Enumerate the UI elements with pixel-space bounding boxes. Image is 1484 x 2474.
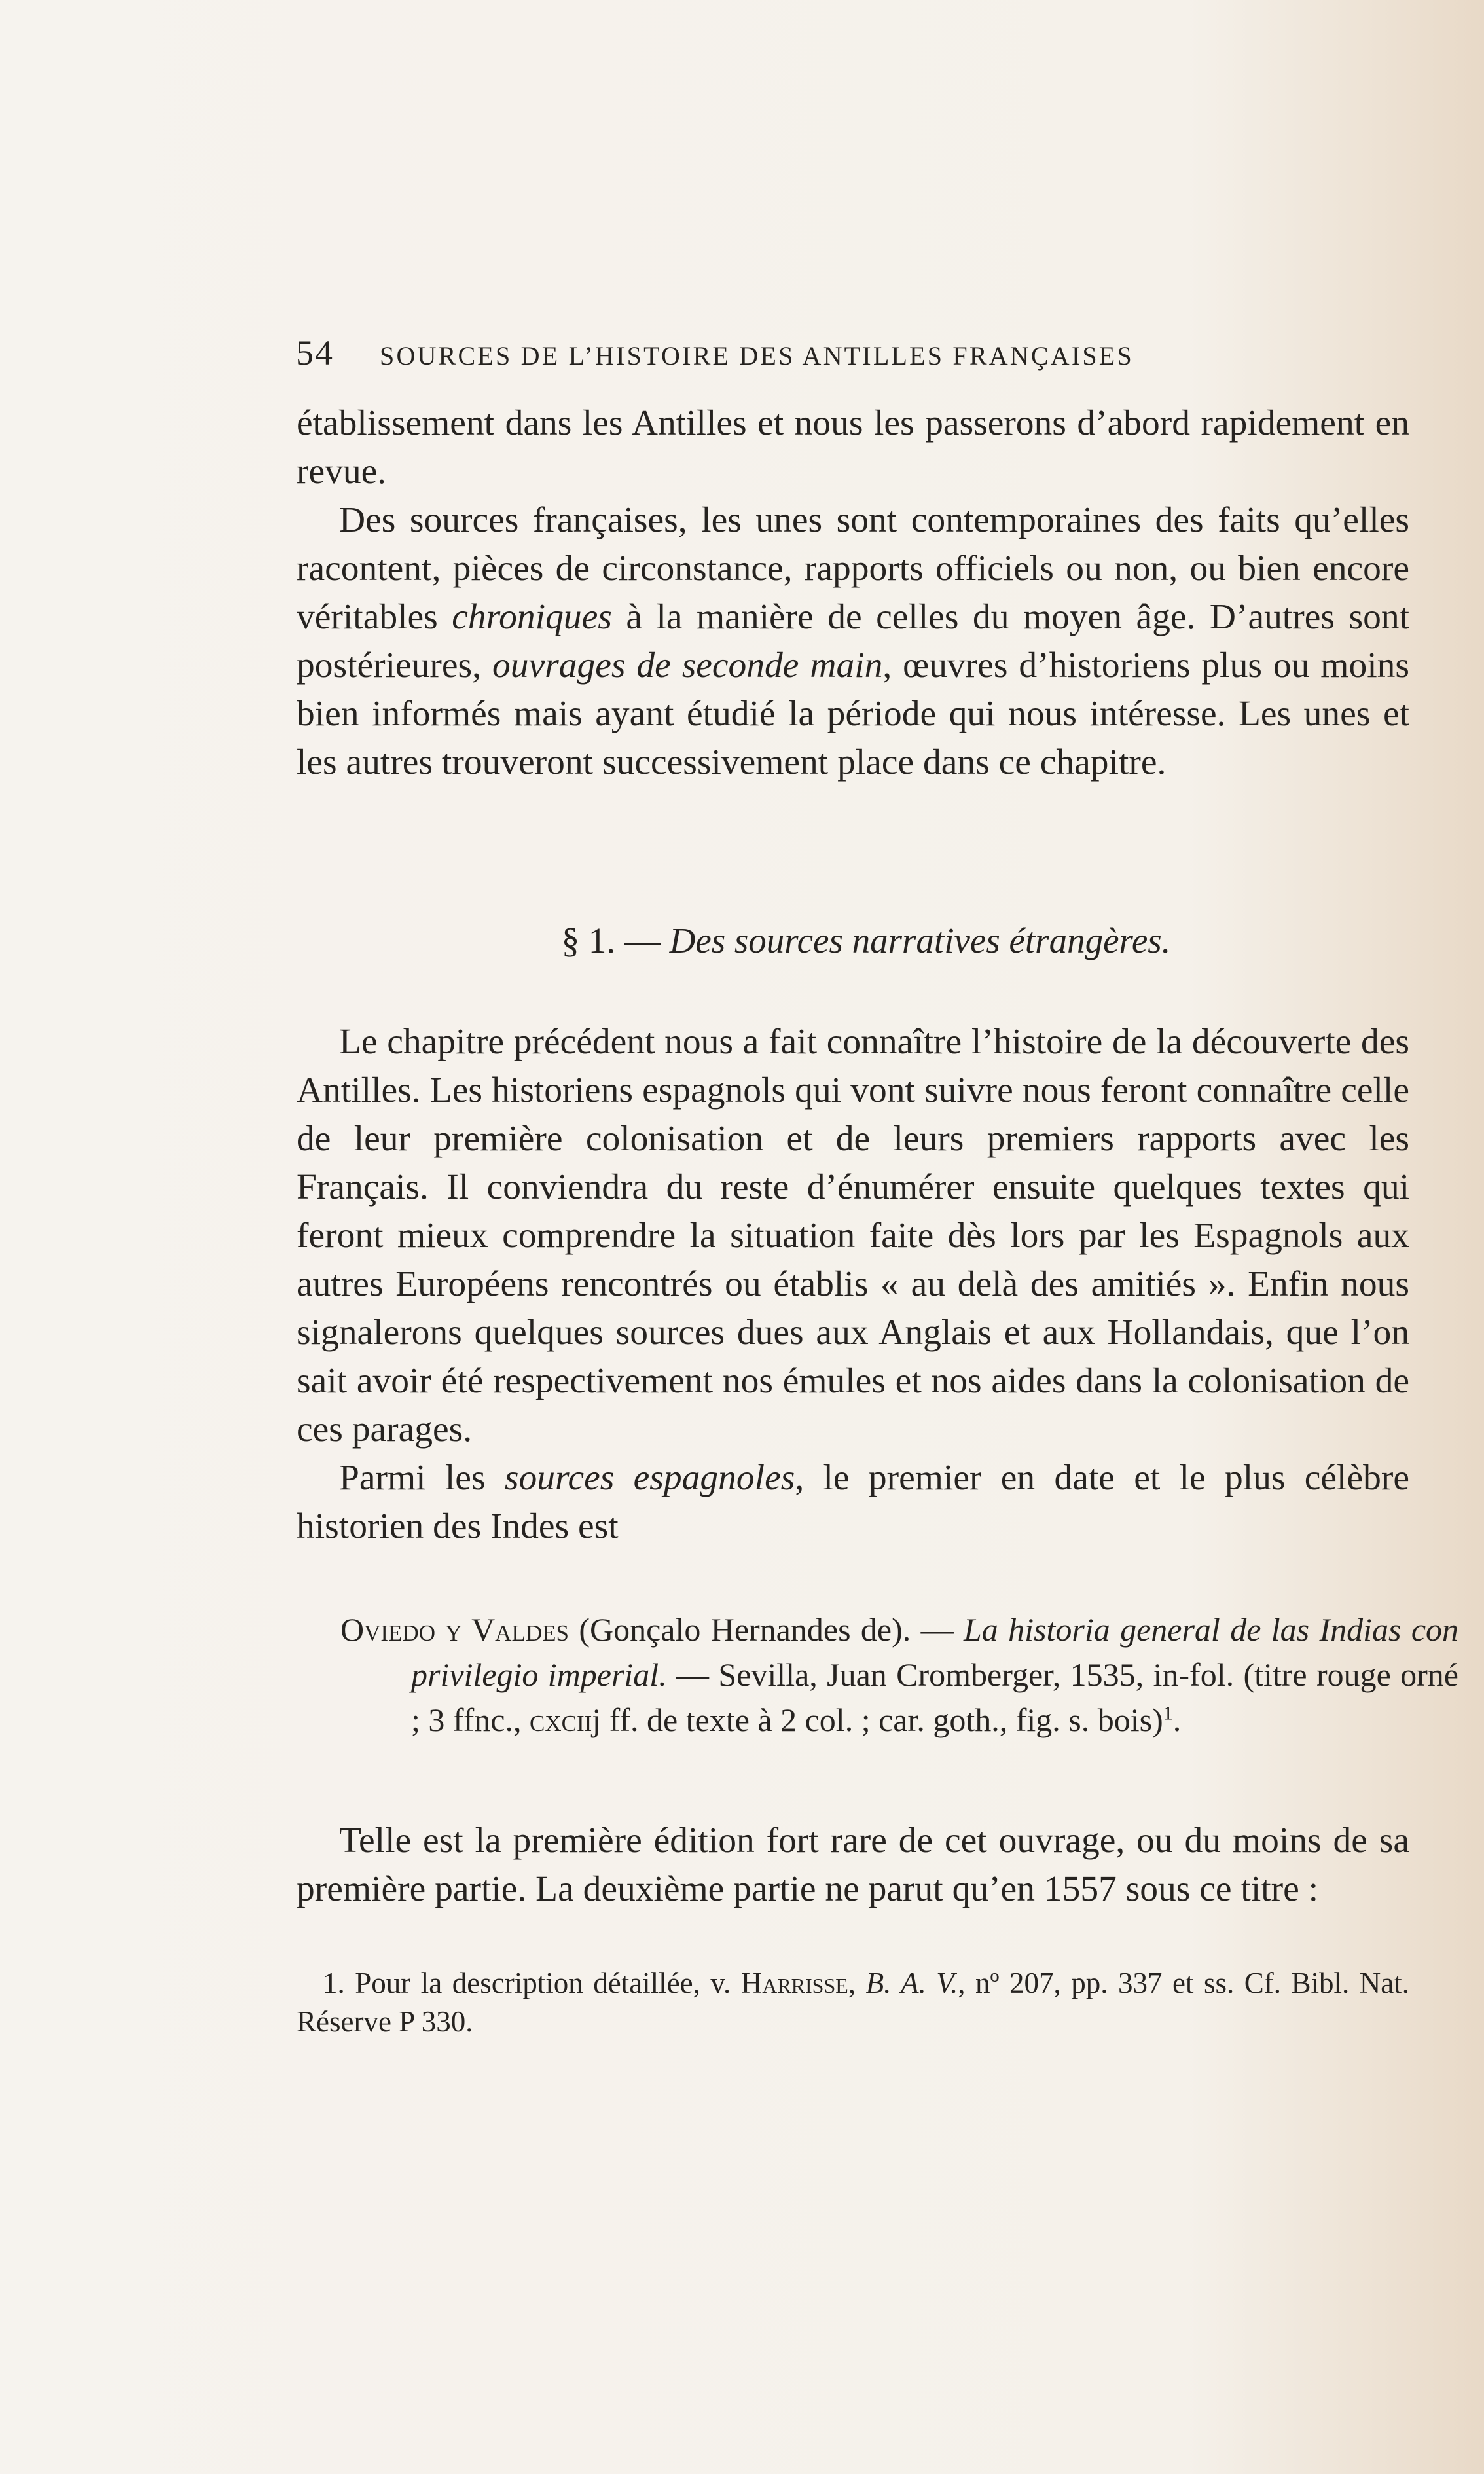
paragraph — [297, 1454, 1409, 1551]
bib-author-detail: (Gonçalo Hernandes de). — — [568, 1611, 964, 1648]
paragraph — [297, 496, 1409, 787]
bibliography-entry — [340, 1607, 1458, 1743]
footnote — [297, 1964, 1409, 2041]
footnote-author: Harrisse — [740, 1967, 848, 1999]
bib-end: . — [1172, 1701, 1182, 1738]
running-head-title: SOURCES DE L’HISTOIRE DES ANTILLES FRANÇAISES — [380, 341, 1134, 371]
bib-author: Oviedo y Valdes — [340, 1611, 569, 1648]
italic-term: ouvrages de seconde main — [492, 646, 883, 685]
paragraph: Le chapitre précédent nous a fait connaître l’histoire de la découverte des Antilles. Les historiens espagnols qui vont suivre nous feront connaître celle de leur première colonisation et de leurs premiers rapports avec les Français. Il conviendra du reste d’énumérer ensuite quelques textes qui feront mieux comprendre la situation faite dès lors par les Espagnols aux autres Européens rencontrés ou établis « au delà des amitiés ». Enfin nous signalerons quelques sources dues aux Anglais et aux Hollandais, que l’on sait avoir été respectivement nos émules et nos aides dans la colonisation de ces parages. — [297, 1022, 1409, 1449]
text-run: , — [848, 1967, 866, 1999]
bib-folio-count: cxcii — [529, 1701, 592, 1738]
text-run: , œuvres d’historiens plus ou moins bien informés mais ayant étudié la période qui nous intéresse. Les unes et les autres trouveront successivement place dans ce chapitre. — [297, 646, 1409, 782]
italic-term: chroniques — [452, 597, 612, 637]
italic-term: sources espagnoles — [504, 1458, 795, 1498]
text-run: à la manière de celles du moyen âge. D’autres sont postérieures, — [297, 597, 1409, 685]
section-heading — [297, 920, 1409, 961]
footnote-number: 1. — [323, 1967, 355, 1999]
footnote-ref[interactable]: 1 — [1163, 1702, 1173, 1724]
footnote-reference: B. A. V. — [865, 1967, 958, 1999]
section-title: Des sources narratives étrangères. — [669, 920, 1171, 960]
text-run: Des sources françaises, les unes sont contemporaines des faits qu’elles racontent, pièces de circonstance, rapports officiels ou non, ou bien encore véritables — [297, 500, 1409, 637]
text-run: , le premier en date et le plus célèbre historien des Indes est — [297, 1458, 1409, 1546]
intro-text — [297, 399, 1409, 787]
section-number: § 1. — — [561, 920, 670, 960]
paragraph: établissement dans les Antilles et nous les passerons d’abord rapidement en revue. — [297, 403, 1409, 492]
text-run: Pour la description détaillée, v. — [355, 1967, 741, 1999]
running-head — [296, 333, 1232, 373]
page-number: 54 — [296, 333, 334, 373]
bib-title: La historia general de las Indias con privilegio imperial. — [411, 1611, 1459, 1693]
text-run: Parmi les — [339, 1458, 505, 1498]
bib-imprint: — Sevilla, Juan Cromberger, 1535, in-fol. (titre rouge orné ; 3 ffnc., — [411, 1656, 1458, 1738]
closing-text — [297, 1817, 1409, 1914]
paragraph: Telle est la première édition fort rare de cet ouvrage, ou du moins de sa première partie. La deuxième partie ne parut qu’en 1557 sous ce titre : — [297, 1821, 1409, 1909]
section-body — [297, 1018, 1409, 1551]
bib-imprint-end: j ff. de texte à 2 col. ; car. goth., fig. s. bois) — [592, 1701, 1163, 1738]
text-run: , nº 207, pp. 337 et ss. Cf. Bibl. Nat. Réserve P 330. — [297, 1967, 1410, 2038]
